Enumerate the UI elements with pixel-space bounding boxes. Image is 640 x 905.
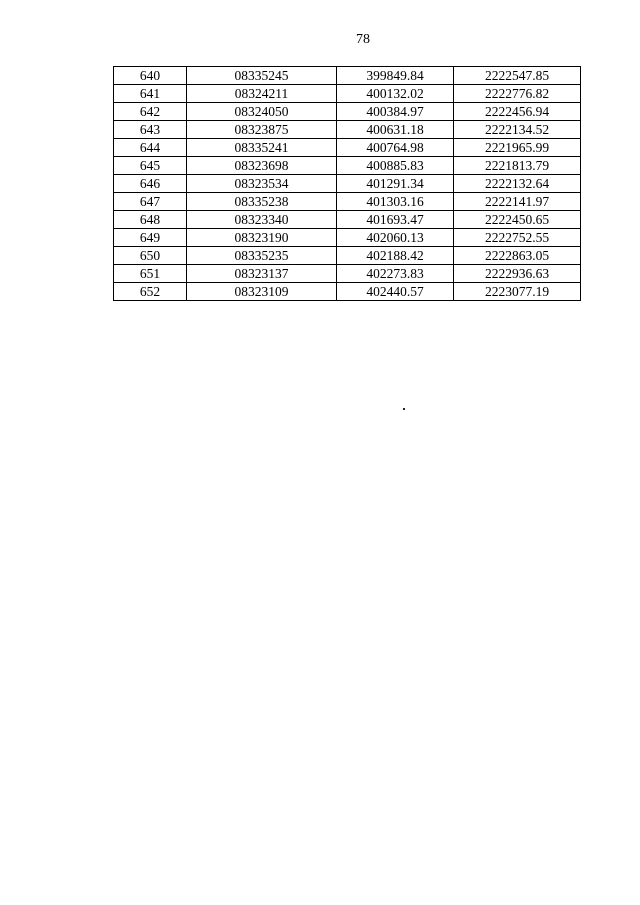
table-row <box>114 67 581 85</box>
table-row <box>114 193 581 211</box>
x-coordinate-cell: 400631.18 <box>337 121 454 139</box>
table-row <box>114 139 581 157</box>
code-cell: 08323190 <box>187 229 337 247</box>
row-index-cell: 645 <box>114 157 187 175</box>
table-row <box>114 175 581 193</box>
code-cell: 08324211 <box>187 85 337 103</box>
y-coordinate-cell: 2222450.65 <box>454 211 581 229</box>
y-coordinate-cell: 2222936.63 <box>454 265 581 283</box>
x-coordinate-cell: 400885.83 <box>337 157 454 175</box>
row-index-cell: 646 <box>114 175 187 193</box>
y-coordinate-cell: 2221813.79 <box>454 157 581 175</box>
row-index-cell: 642 <box>114 103 187 121</box>
code-cell: 08323137 <box>187 265 337 283</box>
x-coordinate-cell: 400132.02 <box>337 85 454 103</box>
y-coordinate-cell: 2222141.97 <box>454 193 581 211</box>
stray-dot-mark <box>403 408 405 410</box>
x-coordinate-cell: 400764.98 <box>337 139 454 157</box>
row-index-cell: 640 <box>114 67 187 85</box>
row-index-cell: 641 <box>114 85 187 103</box>
code-cell: 08335245 <box>187 67 337 85</box>
row-index-cell: 649 <box>114 229 187 247</box>
y-coordinate-cell: 2222547.85 <box>454 67 581 85</box>
code-cell: 08323534 <box>187 175 337 193</box>
coordinates-table <box>113 66 581 301</box>
page-number: 78 <box>356 32 370 47</box>
row-index-cell: 648 <box>114 211 187 229</box>
row-index-cell: 643 <box>114 121 187 139</box>
x-coordinate-cell: 402273.83 <box>337 265 454 283</box>
y-coordinate-cell: 2222863.05 <box>454 247 581 265</box>
table-row <box>114 85 581 103</box>
table-row <box>114 229 581 247</box>
y-coordinate-cell: 2222456.94 <box>454 103 581 121</box>
y-coordinate-cell: 2222776.82 <box>454 85 581 103</box>
code-cell: 08323698 <box>187 157 337 175</box>
x-coordinate-cell: 402060.13 <box>337 229 454 247</box>
x-coordinate-cell: 401291.34 <box>337 175 454 193</box>
x-coordinate-cell: 401693.47 <box>337 211 454 229</box>
x-coordinate-cell: 402440.57 <box>337 283 454 301</box>
coordinates-table-body <box>114 67 581 301</box>
row-index-cell: 650 <box>114 247 187 265</box>
row-index-cell: 652 <box>114 283 187 301</box>
row-index-cell: 647 <box>114 193 187 211</box>
table-row <box>114 121 581 139</box>
code-cell: 08323875 <box>187 121 337 139</box>
code-cell: 08335241 <box>187 139 337 157</box>
code-cell: 08335238 <box>187 193 337 211</box>
code-cell: 08335235 <box>187 247 337 265</box>
table-row <box>114 283 581 301</box>
code-cell: 08323340 <box>187 211 337 229</box>
table-row <box>114 247 581 265</box>
y-coordinate-cell: 2223077.19 <box>454 283 581 301</box>
y-coordinate-cell: 2222132.64 <box>454 175 581 193</box>
x-coordinate-cell: 400384.97 <box>337 103 454 121</box>
row-index-cell: 644 <box>114 139 187 157</box>
x-coordinate-cell: 399849.84 <box>337 67 454 85</box>
row-index-cell: 651 <box>114 265 187 283</box>
table-row <box>114 211 581 229</box>
x-coordinate-cell: 402188.42 <box>337 247 454 265</box>
y-coordinate-cell: 2221965.99 <box>454 139 581 157</box>
table-row <box>114 103 581 121</box>
code-cell: 08323109 <box>187 283 337 301</box>
y-coordinate-cell: 2222134.52 <box>454 121 581 139</box>
table-row <box>114 265 581 283</box>
x-coordinate-cell: 401303.16 <box>337 193 454 211</box>
table-row <box>114 157 581 175</box>
code-cell: 08324050 <box>187 103 337 121</box>
y-coordinate-cell: 2222752.55 <box>454 229 581 247</box>
